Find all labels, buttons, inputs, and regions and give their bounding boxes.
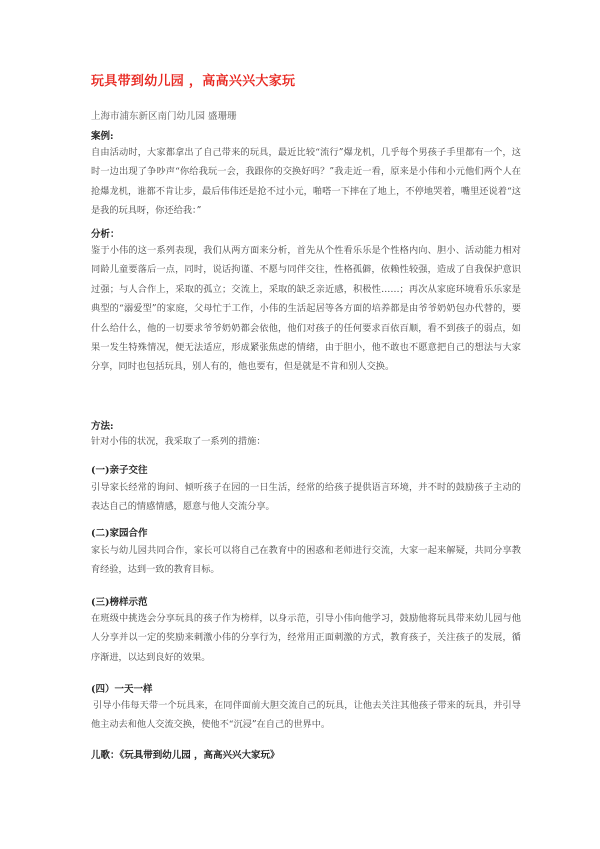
method-item-heading: (二)家园合作 (91, 528, 148, 539)
case-paragraph: 自由活动时，大家都拿出了自己带来的玩具，最近比较“流行”爆龙机，几乎每个男孩子手里都有一个，这时一边出现了争吵声“你给我玩一会，我跟你的交换好吗？”我走近一看，原来是小伟和小元他们两个人在抢爆龙机，谁都不肯让步，最后伟伟还是抢不过小元，啪嗒一下摔在了地上，不停地哭着，嘴里还说着“这是我的玩具呀，你还给我：” (91, 147, 521, 217)
method-item-heading: (一)亲子交往 (91, 465, 148, 476)
method-item-text: 引导小伟每天带一个玩具来，在同伴面前大胆交流自己的玩具，让他去关注其他孩子带来的玩具，并引导他主动去和他人交流交换，使他不“沉浸”在自己的世界中。 (91, 700, 521, 731)
method-item-heading: (三)榜样示范 (91, 597, 148, 608)
method-intro: 针对小伟的状况，我采取了一系列的措施： (91, 436, 266, 447)
case-heading: 案例: (91, 131, 114, 142)
analysis-heading: 分析： (91, 229, 120, 240)
document-title: 玩具带到幼儿园 ，高高兴兴大家玩 (91, 74, 296, 89)
author-line: 上海市浦东新区南门幼儿园 盛珊珊 (91, 111, 237, 122)
method-item-text: 引导家长经常的询问、倾听孩子在园的一日生活，经常的给孩子提供语言环境，并不时的鼓励孩子主动的表达自己的情感情感，愿意与他人交流分享。 (91, 482, 521, 513)
method-item-heading: (四）一天一样 (91, 684, 153, 695)
analysis-paragraph: 鉴于小伟的这一系列表现，我们从两方面来分析，首先从个性看乐乐是个性格内向、胆小、活动能力相对同龄儿童要落后一点，同时，说话拘谨、不愿与同伴交往，性格孤僻，依赖性较强，造成了自我保护意识过强；与人合作上，采取的孤立；交流上，采取的缺乏亲近感，积极性……；再次从家庭环境看乐乐家是典型的“溺爱型”的家庭，父母忙于工作，小伟的生活起居等各方面的培养都是由爷爷奶奶包办代替的，要什么给什么，他的一切要求爷爷奶奶都会依他，他们对孩子的任何要求百依百顺，看不到孩子的弱点，如果一发生特殊情况，便无法适应，形成紧张焦虑的情绪，由于胆小，他不敢也不愿意把自己的想法与大家分享，同时也包括玩具，别人有的，他也要有，但是就是不肯和别人交换。 (91, 245, 521, 373)
song-title: 儿歌：《玩具带到幼儿园 ，高高兴兴大家玩》 (91, 750, 280, 761)
method-item-text: 家长与幼儿园共同合作，家长可以将自己在教育中的困惑和老师进行交流，大家一起来解疑，共同分享教育经验，达到一致的教育目标。 (91, 545, 521, 576)
method-heading: 方法: (91, 421, 114, 432)
method-item-text: 在班级中挑选会分享玩具的孩子作为榜样，以身示范，引导小伟向他学习，鼓励他将玩具带来幼儿园与他人分享并以一定的奖励来刺激小伟的分享行为，经常用正面刺激的方式，教育孩子，关注孩子的发展，循序渐进，以达到良好的效果。 (91, 613, 521, 663)
